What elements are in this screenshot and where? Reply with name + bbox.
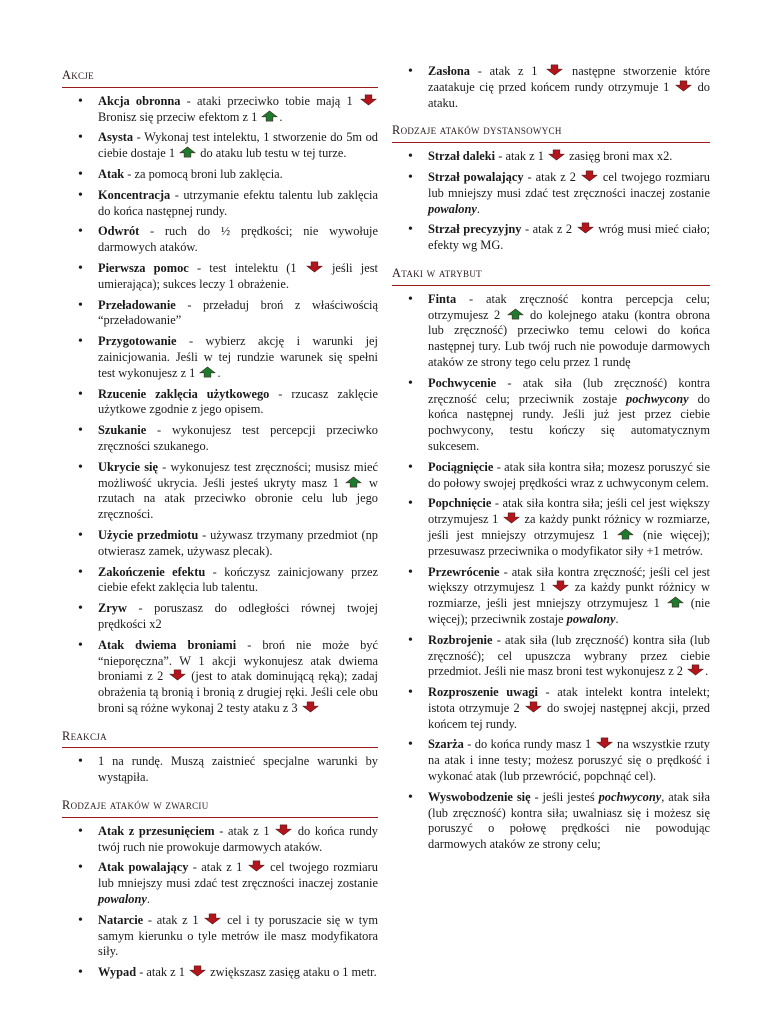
rule-text: następne stworzenie które zaatakuje cię przed końcem rundy otrzymuje 1 bbox=[428, 64, 710, 94]
rule-term: Strzał powalający bbox=[428, 169, 524, 184]
rule-item bbox=[98, 423, 378, 455]
rule-term: Atak z przesunięciem bbox=[98, 823, 215, 838]
red-down-arrow-icon bbox=[552, 580, 569, 592]
rule-term: Atak powalający bbox=[98, 860, 189, 875]
rule-term: Strzał daleki bbox=[428, 149, 496, 164]
rule-text: cel twojego rozmiaru lub mniejszy musi zdać test zręczności inaczej zostanie bbox=[428, 169, 710, 200]
rule-text: - atak siła kontra siła; mozesz poruszyć sie do połowy swojej prędkości wraz z uchwyconym celem. bbox=[428, 459, 710, 490]
rules-list bbox=[62, 94, 378, 717]
rule-text: - używasz trzymany przedmiot (np otwierasz zamek, używasz plecak). bbox=[98, 527, 378, 558]
rule-text: - wykonujesz test percepcji przeciwko zręczności szukanego. bbox=[98, 423, 378, 453]
left-column bbox=[62, 68, 378, 993]
rule-text: - atak siła kontra siła; jeśli cel jest większy otrzymujesz 1 bbox=[428, 496, 710, 527]
rule-item bbox=[98, 965, 378, 981]
rule-item bbox=[98, 130, 378, 162]
green-up-arrow-icon bbox=[199, 366, 216, 378]
rule-item bbox=[98, 188, 378, 220]
section-atrybut bbox=[392, 266, 710, 853]
condition-term: powalony bbox=[98, 892, 147, 907]
green-up-arrow-icon bbox=[261, 110, 278, 122]
green-up-arrow-icon bbox=[507, 308, 524, 320]
rule-item bbox=[428, 292, 710, 371]
red-down-arrow-icon bbox=[596, 737, 613, 749]
red-down-arrow-icon bbox=[546, 64, 563, 76]
red-down-arrow-icon bbox=[525, 701, 542, 713]
condition-term: pochwycony bbox=[626, 391, 689, 406]
condition-term: pochwycony bbox=[598, 789, 662, 804]
rule-term: Wypad bbox=[98, 965, 137, 980]
rule-text: do ataku. bbox=[428, 79, 710, 110]
red-down-arrow-icon bbox=[248, 860, 265, 872]
red-down-arrow-icon bbox=[302, 701, 319, 713]
rule-term: Finta bbox=[428, 291, 457, 306]
rule-term: Popchnięcie bbox=[428, 496, 492, 511]
rule-text: - atak siła (lub zręczność) kontra siła (lub zręczność); cel upuszcza wybrany przez ciebie przedmiot. Jeśli nie masz broni test wykonujesz z 2 bbox=[428, 632, 710, 679]
rule-text: - atak z 1 bbox=[136, 965, 189, 980]
rule-item bbox=[98, 601, 378, 633]
rule-text: - atak siła (lub zręczność) kontra zręczność celu; przeciwnik zostaje bbox=[428, 375, 710, 406]
rule-term: Szukanie bbox=[98, 423, 147, 438]
rule-text: - jeśli jesteś bbox=[530, 789, 599, 804]
rule-term: Szarża bbox=[428, 737, 464, 752]
rule-item bbox=[98, 754, 378, 786]
rule-text: do swojej następnej akcji, przed końcem tej rundy. bbox=[428, 700, 710, 731]
rule-term: Przewrócenie bbox=[428, 564, 500, 579]
section-reakcja bbox=[62, 729, 378, 786]
rule-term: Zakończenie efektu bbox=[98, 564, 206, 579]
rule-term: Zasłona bbox=[428, 64, 471, 78]
rule-text: (jest to atak dominującą ręką); zadaj obrażenia tą bronią i bronią z drugiej ręki. Jeśli cele obu broni są różne wykonaj 2 testy ataku z 3 bbox=[98, 669, 378, 715]
rule-text: - przeładuj broń z właściwością “przeładowanie” bbox=[98, 297, 378, 328]
rule-item bbox=[428, 565, 710, 628]
rule-text: , atak siła (lub zręczność) kontra siła; uwalniasz się i możesz się poruszyć o połowę prędkości nie powodując darmowych ataków ze strony celu; bbox=[428, 789, 710, 852]
rule-term: Zryw bbox=[98, 601, 127, 616]
red-down-arrow-icon bbox=[675, 80, 692, 92]
rule-term: Przeładowanie bbox=[98, 297, 176, 312]
rules-list bbox=[62, 754, 378, 786]
rule-text: - poruszasz do odległości równej twojej prędkości x2 bbox=[98, 601, 378, 631]
rules-list bbox=[392, 149, 710, 254]
rule-item bbox=[428, 460, 710, 492]
rule-term: Pierwsza pomoc bbox=[98, 260, 189, 275]
rule-text: - atak z 2 bbox=[521, 222, 576, 237]
rule-text: . bbox=[615, 611, 619, 626]
red-down-arrow-icon bbox=[577, 222, 594, 234]
rule-item bbox=[98, 261, 378, 293]
rule-text: za każdy punkt różnicy w rozmiarze, jeśli jest mniejszy otrzymujesz 1 bbox=[428, 580, 710, 611]
rule-text: - kończysz zainicjowany przez ciebie efekt zaklęcia lub talentu. bbox=[98, 564, 379, 595]
rule-text: - ruch do ½ prędkości; nie wywołuje darmowych ataków. bbox=[98, 224, 378, 255]
rule-term: Użycie przedmiotu bbox=[98, 527, 199, 542]
rule-text: 1 na rundę. Muszą zaistnieć specjalne warunki by wystąpiła. bbox=[98, 754, 378, 785]
red-down-arrow-icon bbox=[503, 512, 520, 524]
rule-text: - atak zręczność kontra percepcja celu; otrzymujesz 2 bbox=[428, 291, 710, 322]
rule-term: Pochwycenie bbox=[428, 375, 497, 390]
rule-item bbox=[98, 460, 378, 523]
rule-item bbox=[98, 224, 378, 256]
rule-term: Strzał precyzyjny bbox=[428, 222, 522, 237]
rule-text: zasięg broni max x2. bbox=[566, 149, 673, 164]
section-continued bbox=[392, 64, 710, 111]
section-heading: Ataki w atrybut bbox=[392, 266, 710, 286]
rule-text: - atak z 1 bbox=[495, 149, 548, 164]
rule-text: - ataki przeciwko tobie mają 1 bbox=[180, 93, 359, 108]
rule-item bbox=[428, 170, 710, 217]
rule-item bbox=[428, 790, 710, 853]
rule-term: Odwrót bbox=[98, 224, 140, 239]
rule-text: . bbox=[217, 365, 221, 380]
red-down-arrow-icon bbox=[306, 261, 323, 273]
rule-term: Atak bbox=[98, 166, 125, 181]
rule-text: - utrzymanie efektu talentu lub zaklęcia do końca następnej rundy. bbox=[98, 187, 378, 218]
rule-item bbox=[428, 149, 710, 165]
section-zwarcie bbox=[62, 798, 378, 981]
rule-text: - atak siła kontra zręczność; jeśli cel jest większy otrzymujesz 1 bbox=[428, 564, 710, 595]
rule-text: - za pomocą broni lub zaklęcia. bbox=[124, 166, 283, 181]
rule-text: do kolejnego ataku (kontra obrona lub zręczność) przeciwko temu celowi do końca następnej tury. Lub twój ruch nie powoduje darmowych ataków ze strony tego celu przez 1 rundę bbox=[428, 307, 710, 369]
section-heading: Rodzaje ataków dystansowych bbox=[392, 123, 710, 143]
green-up-arrow-icon bbox=[667, 596, 684, 608]
rule-text: - atak z 1 bbox=[188, 860, 247, 875]
rule-term: Rzucenie zaklęcia użytkowego bbox=[98, 386, 270, 401]
section-akcje bbox=[62, 68, 378, 717]
rule-text: - atak z 2 bbox=[523, 169, 580, 184]
rule-text: wróg musi mieć ciało; efekty wg MG. bbox=[428, 222, 710, 253]
red-down-arrow-icon bbox=[581, 170, 598, 182]
rule-text: - Wykonaj test intelektu, 1 stworzenie do 5m od ciebie dostaje 1 bbox=[98, 130, 378, 161]
rules-list bbox=[392, 64, 710, 111]
section-heading: Rodzaje ataków w zwarciu bbox=[62, 798, 378, 818]
rule-text: - atak z 1 bbox=[214, 823, 275, 838]
rule-text: - test intelektu (1 bbox=[188, 260, 305, 275]
rules-list bbox=[392, 292, 710, 853]
rule-text: (nie więcej); przesuwasz przeciwnika o modyfikator siły +1 metrów. bbox=[428, 527, 710, 558]
rule-term: Przygotowanie bbox=[98, 334, 177, 349]
rule-text: Bronisz się przeciw efektom z 1 bbox=[98, 109, 261, 124]
rule-text: - atak z 1 bbox=[143, 912, 204, 927]
rule-text: do końca rundy twój ruch nie prowokuje darmowych ataków. bbox=[98, 823, 378, 854]
rule-item bbox=[98, 913, 378, 960]
rule-text: do końca następnej rundy. Jeśli już jest przez ciebie pochwycony, testu kończy się automatycznym sukcesem. bbox=[428, 391, 710, 453]
condition-term: powalony bbox=[428, 201, 477, 216]
rule-item bbox=[98, 528, 378, 560]
rule-item bbox=[428, 64, 710, 111]
green-up-arrow-icon bbox=[179, 146, 196, 158]
rule-text: - atak intelekt kontra intelekt; istota otrzymuje 2 bbox=[428, 685, 710, 715]
rule-term: Pociągnięcie bbox=[428, 459, 494, 474]
right-column bbox=[392, 64, 710, 865]
rule-text: - wykonujesz test zręczności; musisz mieć możliwość ukrycia. Jeśli jesteś ukryty masz 1 bbox=[98, 459, 379, 490]
rule-text: - wybierz akcję i warunki jej zainicjowania. Jeśli w tej rundzie warunek się spełni test wykonujesz z 1 bbox=[98, 334, 378, 380]
red-down-arrow-icon bbox=[360, 94, 377, 106]
rule-item bbox=[98, 387, 378, 419]
rule-text: . bbox=[705, 664, 709, 679]
rule-text: w rzutach na atak przeciwko obronie celu lub jego zręczności. bbox=[98, 475, 379, 522]
red-down-arrow-icon bbox=[548, 149, 565, 161]
rule-text: cel i ty poruszacie się w tym samym kierunku o tyle metrów ile masz modyfikatora siły. bbox=[98, 912, 378, 959]
rule-term: Rozproszenie uwagi bbox=[428, 685, 538, 700]
red-down-arrow-icon bbox=[169, 669, 186, 681]
rule-text: cel twojego rozmiaru lub mniejszy musi zdać test zręczności inaczej zostanie bbox=[98, 860, 378, 891]
rule-text: zwiększasz zasięg ataku o 1 metr. bbox=[207, 965, 377, 980]
rule-item bbox=[98, 298, 378, 330]
rule-text: . bbox=[146, 892, 150, 907]
condition-term: powalony bbox=[566, 611, 616, 626]
rule-item bbox=[428, 222, 710, 254]
green-up-arrow-icon bbox=[617, 528, 634, 540]
rule-item bbox=[98, 94, 378, 126]
rule-text: za każdy punkt różnicy w rozmiarze, jeśli jest mniejszy otrzymujesz 1 bbox=[428, 512, 710, 542]
rule-text: (nie więcej); przeciwnik zostaje bbox=[428, 596, 710, 626]
red-down-arrow-icon bbox=[275, 824, 292, 836]
rule-item bbox=[428, 685, 710, 732]
rule-text: na wszystkie rzuty na atak i inne testy; możesz poruszyć się o prędkość i wykonać atak (lub przewrócić, popchnąć cel). bbox=[428, 737, 710, 784]
section-heading: Reakcja bbox=[62, 729, 378, 749]
section-heading: Akcje bbox=[62, 68, 378, 88]
red-down-arrow-icon bbox=[687, 664, 704, 676]
rules-list bbox=[62, 824, 378, 981]
rule-item bbox=[98, 638, 378, 717]
rule-term: Koncentracja bbox=[98, 187, 171, 202]
rule-item bbox=[98, 860, 378, 907]
red-down-arrow-icon bbox=[189, 965, 206, 977]
section-dystans bbox=[392, 123, 710, 254]
rule-item bbox=[98, 167, 378, 183]
rule-term: Rozbrojenie bbox=[428, 632, 493, 647]
rule-item bbox=[428, 633, 710, 680]
rule-text: - broń nie może być “nieporęczna”. W 1 akcji wykonujesz atak dwiema broniami z 2 bbox=[98, 637, 379, 684]
rule-term: Natarcie bbox=[98, 912, 144, 927]
rule-term: Akcja obronna bbox=[98, 93, 181, 108]
rule-term: Wyswobodzenie się bbox=[428, 789, 531, 804]
red-down-arrow-icon bbox=[204, 913, 221, 925]
rule-text: . bbox=[476, 201, 480, 216]
rule-item bbox=[428, 737, 710, 784]
rule-term: Asysta bbox=[98, 130, 134, 145]
rule-item bbox=[98, 334, 378, 381]
rule-item bbox=[98, 824, 378, 856]
rule-text: - do końca rundy masz 1 bbox=[463, 737, 595, 752]
rule-text: - atak z 1 bbox=[470, 64, 546, 78]
rule-item bbox=[428, 376, 710, 455]
rule-item bbox=[428, 496, 710, 559]
rule-item bbox=[98, 565, 378, 597]
rule-text: - rzucasz zaklęcie użytkowe zgodnie z jego opisem. bbox=[98, 386, 378, 417]
green-up-arrow-icon bbox=[345, 476, 362, 488]
rule-text: jeśli jest umierająca); sukces leczy 1 obrażenie. bbox=[98, 260, 378, 291]
rule-term: Ukrycie się bbox=[98, 459, 158, 474]
rule-term: Atak dwiema broniami bbox=[98, 637, 237, 652]
rule-text: do ataku lub testu w tej turze. bbox=[197, 146, 347, 161]
rule-text: . bbox=[279, 109, 283, 124]
